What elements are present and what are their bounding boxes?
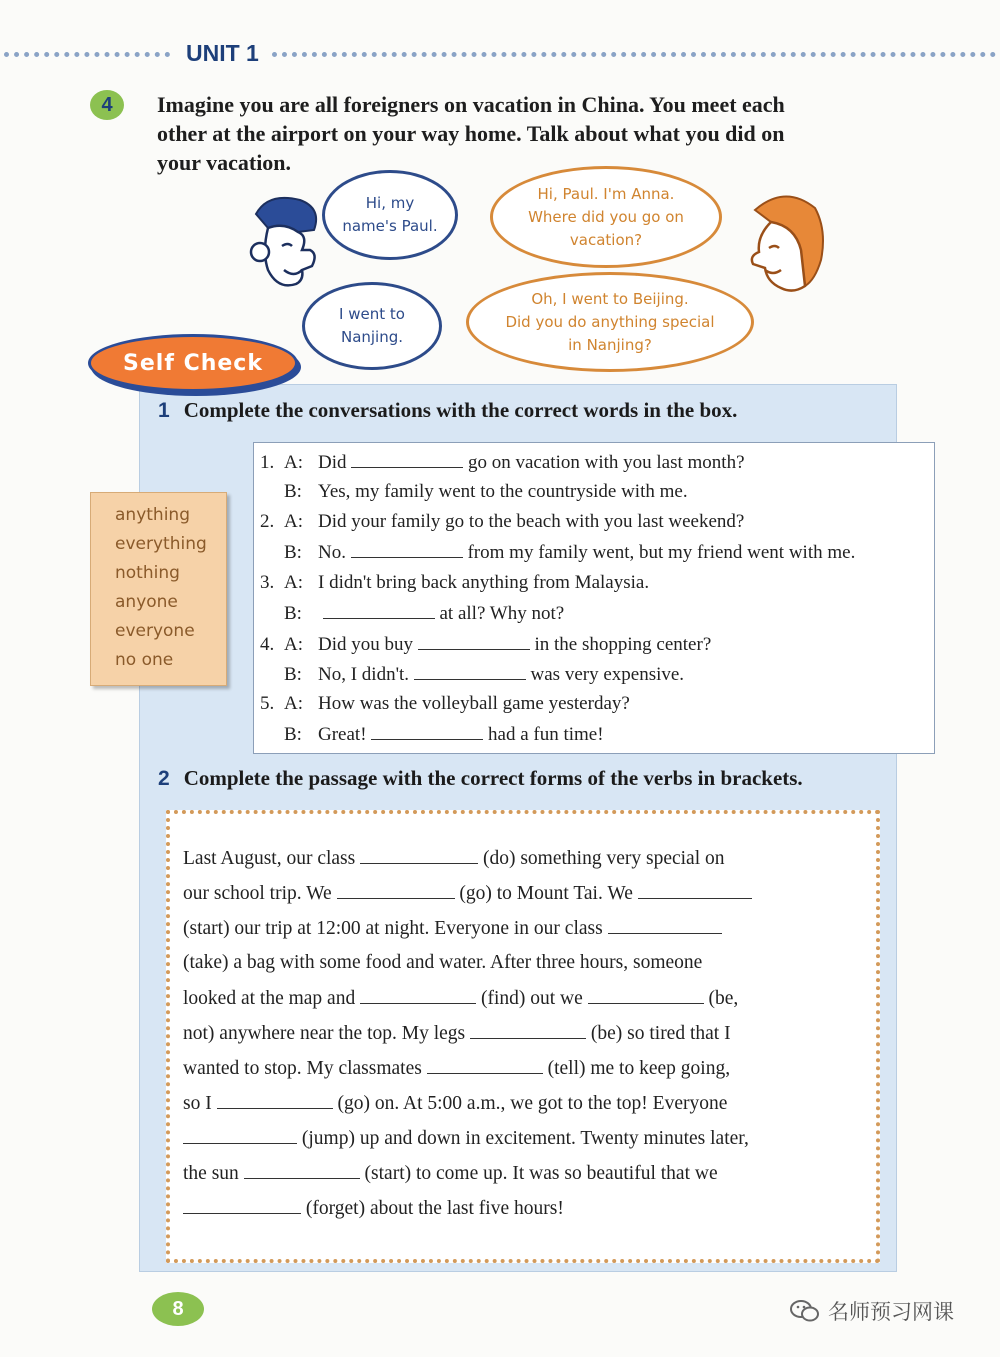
speech-bubble-anna-2 (466, 272, 754, 372)
speaker-label: A: (284, 511, 303, 532)
answer-blank[interactable] (351, 451, 463, 468)
speaker-label: A: (284, 693, 303, 714)
conversation-line (260, 663, 684, 686)
line-text: in the shopping center? (534, 634, 712, 655)
passage-line (183, 847, 725, 870)
passage-text-segment: (find) out we (476, 988, 588, 1009)
section-number: 1 (158, 399, 170, 422)
passage-line (183, 987, 738, 1010)
item-number: 4. (260, 634, 275, 655)
passage-line (183, 1127, 749, 1150)
conversation-line (260, 633, 711, 656)
answer-blank[interactable] (427, 1057, 543, 1074)
word-box-item: no one (115, 650, 174, 670)
section-title: Complete the conversations with the correct words in the box. (183, 398, 738, 422)
passage-text-segment: (be) so tired that I (586, 1023, 731, 1044)
activity-number-badge: 4 (90, 90, 124, 120)
line-text: was very expensive. (530, 664, 685, 685)
passage-text-segment: (start) to come up. It was so beautiful that we (359, 1163, 718, 1184)
answer-blank[interactable] (638, 882, 752, 899)
bubble-text: Hi, Paul. I'm Anna. Where did you go on vacation? (528, 184, 684, 249)
header-dots-left (4, 52, 170, 57)
speaker-label: B: (284, 481, 302, 502)
answer-blank[interactable] (608, 917, 722, 934)
item-number: 5. (260, 693, 275, 714)
instruction-line: other at the airport on your way home. Talk about what you did on (157, 121, 785, 146)
answer-blank[interactable] (414, 663, 526, 680)
conversation-line (260, 572, 649, 594)
section-title: Complete the passage with the correct forms of the verbs in brackets. (183, 766, 803, 790)
word-box-item: nothing (115, 563, 180, 583)
conversation-line (260, 481, 688, 503)
answer-blank[interactable] (337, 882, 455, 899)
passage-text-segment: (jump) up and down in excitement. Twenty minutes later, (297, 1128, 749, 1149)
passage-text-segment: (go) to Mount Tai. We (454, 883, 638, 904)
page-number: 8 (152, 1292, 204, 1326)
passage-line (183, 1092, 727, 1115)
item-number: 1. (260, 452, 275, 473)
line-text: How was the volleyball game yesterday? (318, 693, 630, 714)
word-box-item: everything (115, 534, 207, 554)
passage-text-segment: (tell) me to keep going, (542, 1058, 731, 1079)
speech-bubble-anna-1 (490, 166, 722, 268)
answer-blank[interactable] (351, 541, 463, 558)
passage-text-segment: looked at the map and (183, 988, 361, 1009)
passage-text-segment: Last August, our class (183, 848, 361, 869)
bubble-text: Hi, my name's Paul. (342, 194, 438, 235)
passage-text-segment: wanted to stop. My classmates (183, 1058, 427, 1079)
bubble-text: Oh, I went to Beijing. Did you do anything special in Nanjing? (505, 289, 715, 354)
line-text: Did (318, 452, 347, 473)
passage-text-segment: (go) on. At 5:00 a.m., we got to the top! Everyone (332, 1093, 728, 1114)
watermark (790, 1296, 954, 1326)
activity-instruction (157, 90, 917, 177)
passage-line (183, 952, 702, 974)
passage-text-segment: (be, (703, 988, 739, 1009)
header-dots-right (272, 52, 996, 57)
passage-line (183, 1197, 564, 1220)
speaker-label: B: (284, 724, 302, 745)
answer-blank[interactable] (360, 847, 478, 864)
passage-text-segment: (start) our trip at 12:00 at night. Everyone in our class (183, 918, 608, 939)
instruction-line: Imagine you are all foreigners on vacation in China. You meet each (157, 92, 785, 117)
speaker-label: B: (284, 603, 302, 624)
line-text: I didn't bring back anything from Malaysia. (318, 572, 650, 593)
boy-illustration (238, 192, 330, 302)
conversation-line (260, 541, 855, 564)
instruction-line: your vacation. (157, 150, 292, 175)
line-text: Did your family go to the beach with you last weekend? (318, 511, 745, 532)
passage-text-segment: not) anywhere near the top. My legs (183, 1023, 470, 1044)
passage-text-segment: (take) a bag with some food and water. After three hours, someone (183, 952, 703, 973)
section-1-heading (158, 398, 737, 423)
word-box (90, 492, 227, 686)
passage-text-segment: the sun (183, 1163, 244, 1184)
item-number: 2. (260, 511, 275, 532)
self-check-badge: Self Check (88, 334, 298, 392)
speaker-label: A: (284, 452, 303, 473)
answer-blank[interactable] (244, 1162, 360, 1179)
passage-text-segment: (do) something very special on (478, 848, 725, 869)
section-number: 2 (158, 767, 170, 790)
line-text: Yes, my family went to the countryside with me. (318, 481, 688, 502)
line-text: No, I didn't. (318, 664, 410, 685)
line-text: Great! (318, 724, 367, 745)
conversation-line (260, 693, 630, 715)
speech-bubble-paul-1 (322, 170, 458, 260)
answer-blank[interactable] (371, 723, 483, 740)
speech-bubble-paul-2 (302, 282, 442, 370)
passage-line (183, 1162, 718, 1185)
line-text: from my family went, but my friend went with me. (467, 542, 856, 563)
answer-blank[interactable] (183, 1127, 297, 1144)
line-text: No. (318, 542, 346, 563)
girl-illustration (735, 190, 827, 300)
answer-blank[interactable] (418, 633, 530, 650)
answer-blank[interactable] (470, 1022, 586, 1039)
line-text: Did you buy (318, 634, 413, 655)
word-box-item: anyone (115, 592, 178, 612)
section-2-heading (158, 766, 803, 791)
word-box-item: everyone (115, 621, 195, 641)
answer-blank[interactable] (323, 602, 435, 619)
word-box-item: anything (115, 505, 190, 525)
speaker-label: B: (284, 664, 302, 685)
unit-title: UNIT 1 (186, 40, 259, 66)
passage-line (183, 1022, 731, 1045)
line-text: at all? Why not? (439, 603, 565, 624)
watermark-text: 名师预习网课 (828, 1300, 954, 1324)
passage-text-segment: so I (183, 1093, 217, 1114)
passage-line (183, 882, 752, 905)
passage-line (183, 1057, 730, 1080)
passage-line (183, 917, 722, 940)
answer-blank[interactable] (217, 1092, 333, 1109)
speaker-label: A: (284, 572, 303, 593)
line-text: go on vacation with you last month? (468, 452, 745, 473)
conversation-line (260, 602, 564, 625)
conversation-line (260, 451, 745, 474)
speaker-label: A: (284, 634, 303, 655)
answer-blank[interactable] (183, 1197, 301, 1214)
bubble-text: I went to Nanjing. (339, 305, 405, 346)
speaker-label: B: (284, 542, 302, 563)
answer-blank[interactable] (360, 987, 476, 1004)
passage-text-segment: our school trip. We (183, 883, 337, 904)
passage-text-segment: (forget) about the last five hours! (301, 1198, 564, 1219)
conversation-line (260, 511, 744, 533)
conversation-line (260, 723, 604, 746)
line-text: had a fun time! (488, 724, 604, 745)
answer-blank[interactable] (588, 987, 704, 1004)
wechat-icon (790, 1298, 820, 1324)
item-number: 3. (260, 572, 275, 593)
